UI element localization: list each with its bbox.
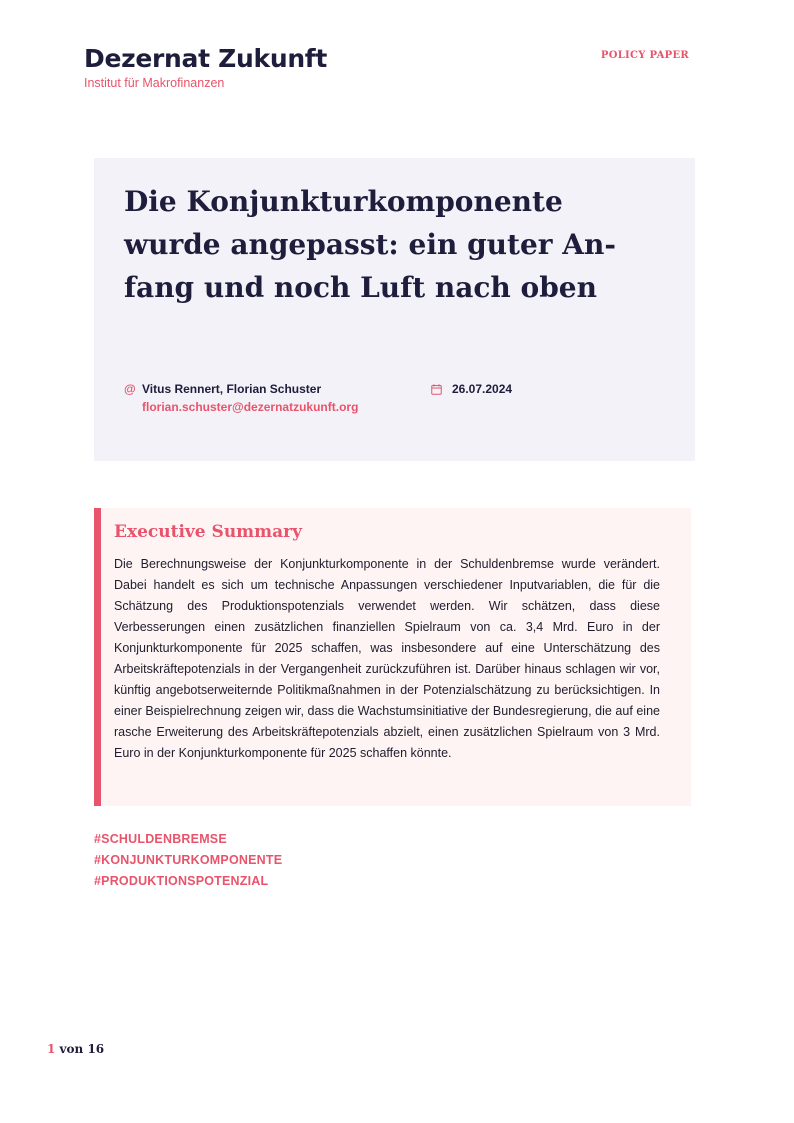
total-pages: 16 [87,1042,105,1056]
author-email-link[interactable]: florian.schuster@dezernatzukunft.org [142,400,359,414]
author-info [124,382,358,414]
page-title: Die Konjunkturkomponente wurde angepasst: ein guter Anfang und noch Luft nach oben [124,185,616,304]
tag-item[interactable]: #PRODUKTIONSPOTENZIAL [94,874,269,888]
logo-subtitle: Institut für Makrofinanzen [84,76,225,90]
tag-list [94,829,282,892]
document-type-label: POLICY PAPER [600,50,689,61]
logo-name: Dezernat Zukunft [84,44,328,73]
tag-item[interactable]: #KONJUNKTURKOMPONENTE [94,853,283,867]
page-separator: von [59,1042,84,1056]
calendar-icon [431,384,442,395]
tag-item[interactable]: #SCHULDENBREMSE [94,832,227,846]
summary-text: Die Berechnungsweise der Konjunkturkomponente in der Schuldenbremse wurde verändert. Dabei handelt es sich um technische Anpassungen verschiedener Inputvariablen, die für die Schätzung des Produktionspotenzials verwendet werden. Wir schätzen, dass diese Verbesserungen einen zusätzlichen finanziellen Spielraum von ca. 3,4 Mrd. Euro in der Konjunkturkomponente für 2025 schaffen, was insbesondere auf eine Unterschätzung des Arbeitskräftepotenzials in der Vergangenheit zurückzuführen ist. Darüber hinaus schlagen wir vor, künftig angebotserweiternde Politikmaßnahmen in der Potenzialschätzung zu berücksichtigen. In einer Beispielrechnung zeigen wir, dass die Wachstumsinitiative der Bundesregierung, die auf eine rasche Erweiterung des Arbeitskräftepotenzials abzielt, einen zusätzlichen Spielraum von 3 Mrd. Euro in der Konjunkturkomponente für 2025 schaffen könnte. [114,557,660,760]
summary-heading: Executive Summary [114,522,303,542]
date-info [431,382,512,396]
title-block [94,158,695,461]
logo [84,44,327,91]
authors: Vitus Rennert, Florian Schuster [142,382,322,396]
page-number [47,1042,104,1056]
publication-date: 26.07.2024 [452,382,513,396]
at-icon: @ [124,382,136,396]
executive-summary [94,508,691,806]
current-page: 1 [47,1042,56,1056]
